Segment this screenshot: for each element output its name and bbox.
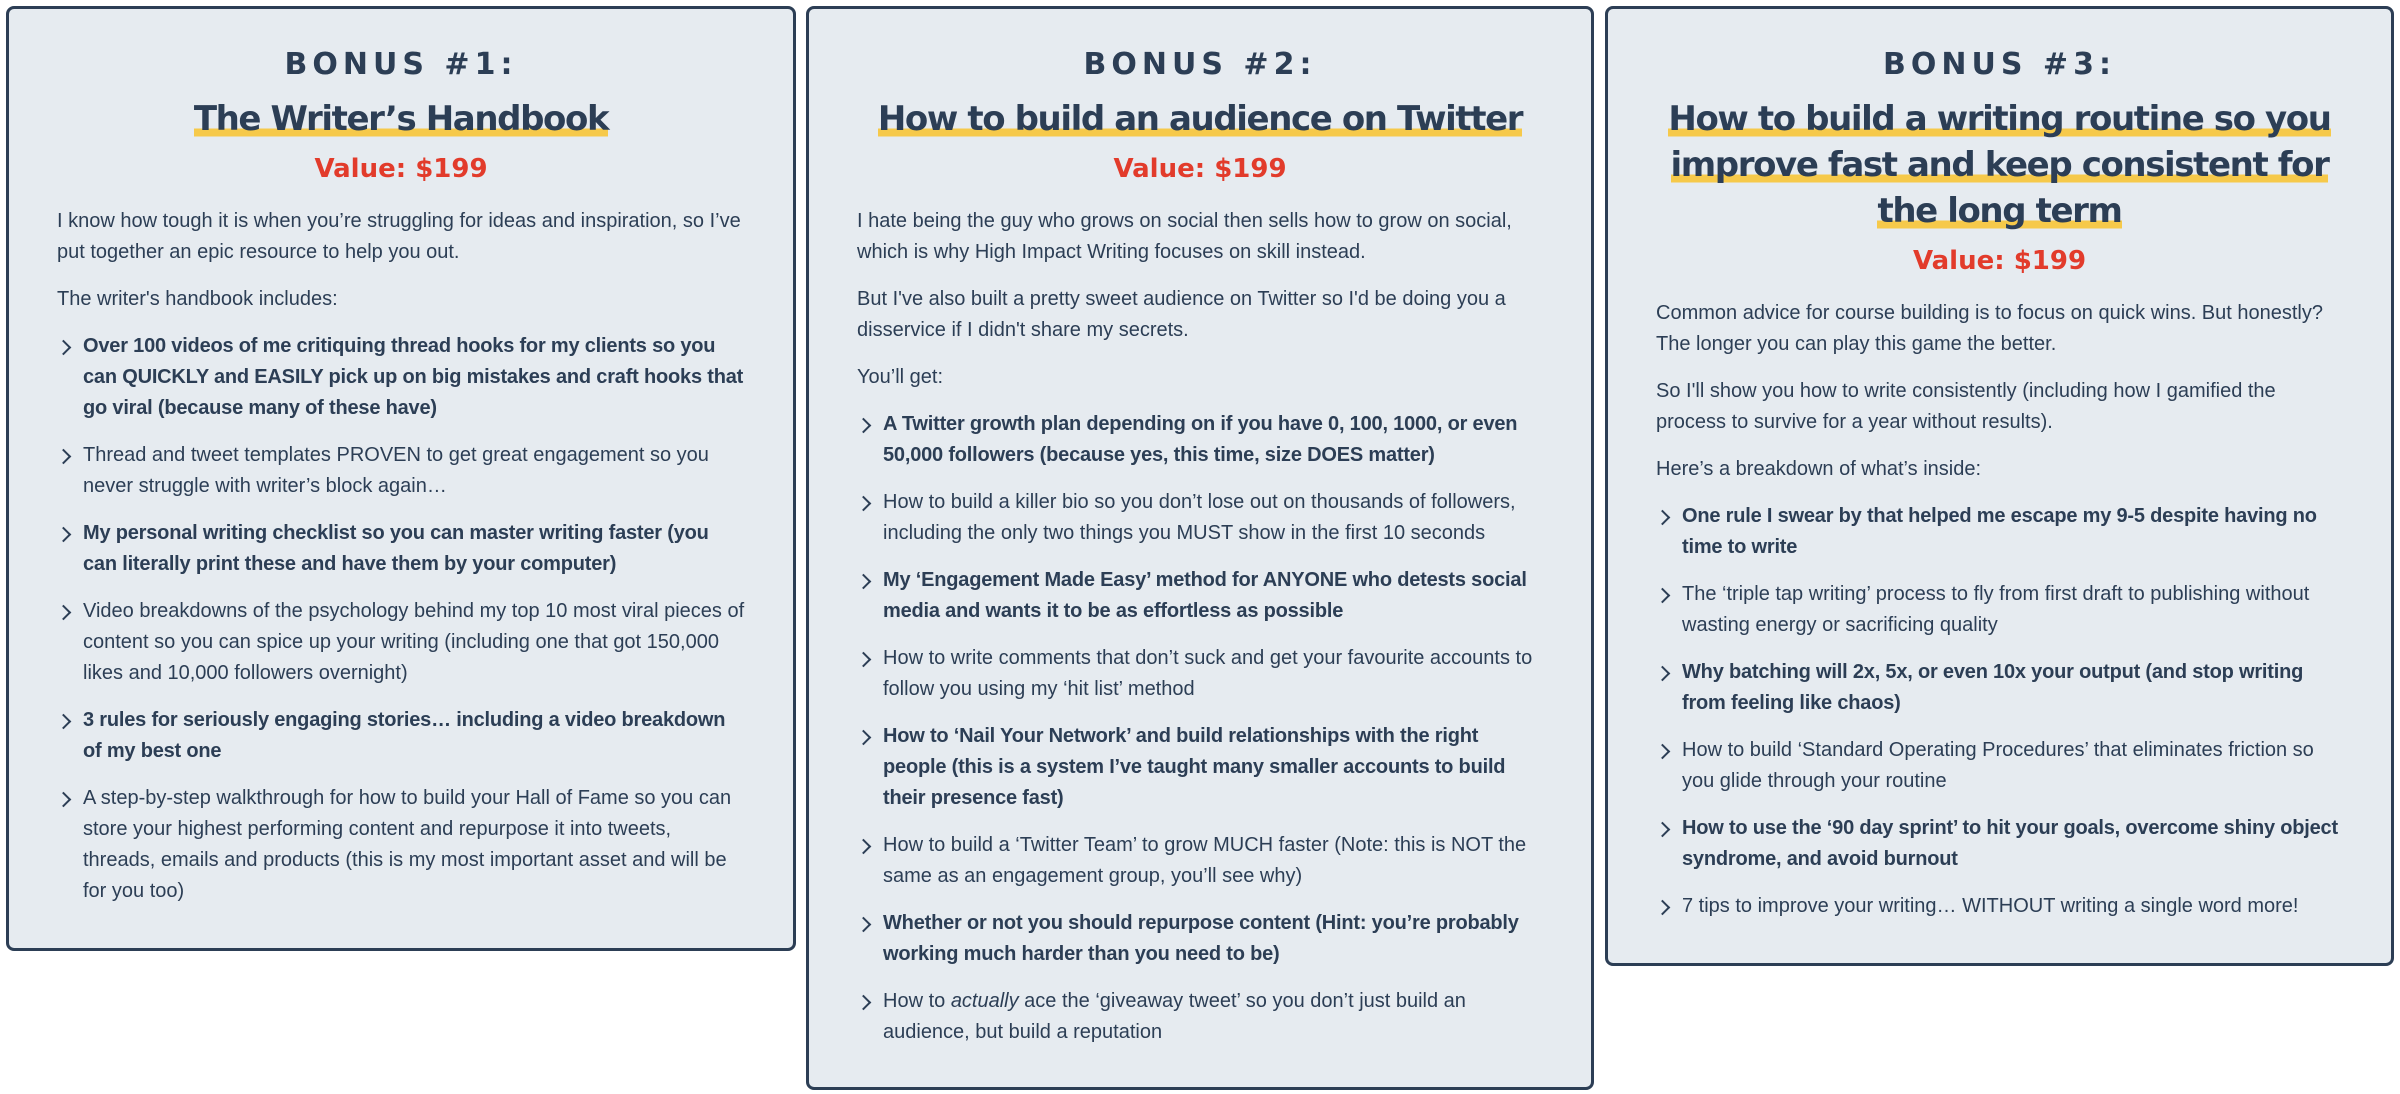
bonus-item [1656, 579, 2343, 641]
bonus-item [857, 908, 1543, 970]
bonus-item [57, 783, 745, 907]
chevron-right-icon [856, 574, 872, 590]
bonus-item [857, 721, 1543, 814]
chevron-right-icon [856, 917, 872, 933]
bonus-card-1 [6, 6, 796, 951]
bonus-item [1656, 735, 2343, 797]
bonus-title: How to build a writing routine so you improve fast and keep consistent for the long term [1668, 99, 2331, 231]
description-paragraph: Common advice for course building is to focus on quick wins. But honestly? The longer you can play this game the better. [1656, 302, 2324, 355]
chevron-right-icon [1655, 588, 1671, 604]
bonus-title: How to build an audience on Twitter [877, 99, 1523, 139]
bonus-description [57, 206, 745, 315]
bonus-item [857, 487, 1543, 549]
bonus-item-text: How to ‘Nail Your Network’ and build relationships with the right people (this is a system I’ve taught many smaller accounts to build their presence fast) [883, 725, 1506, 809]
description-paragraph: The writer's handbook includes: [57, 288, 338, 310]
chevron-right-icon [856, 839, 872, 855]
bonus-item-text: A step-by-step walkthrough for how to build your Hall of Fame so you can store your highest performing content and repurpose it into tweets, threads, emails and products (this is my most important asset and will be for you too) [83, 787, 732, 902]
bonus-item [857, 565, 1543, 627]
bonus-item [857, 830, 1543, 892]
bonus-label: BONUS #3: [1883, 47, 2116, 82]
bonus-label: BONUS #1: [284, 47, 518, 82]
chevron-right-icon [1655, 666, 1671, 682]
bonus-item [1656, 891, 2343, 922]
chevron-right-icon [856, 418, 872, 434]
description-paragraph: I know how tough it is when you’re struggling for ideas and inspiration, so I’ve put together an epic resource to help you out. [57, 210, 741, 263]
bonus-item-list [857, 409, 1543, 1048]
bonus-item-text: Video breakdowns of the psychology behind my top 10 most viral pieces of content so you can spice up your writing (including one that got 150,000 likes and 10,000 followers overnight) [83, 600, 745, 684]
bonus-item-text: Over 100 videos of me critiquing thread hooks for my clients so you can QUICKLY and EASILY pick up on big mistakes and craft hooks that go viral (because many of these have) [83, 335, 744, 419]
bonus-item-list [1656, 501, 2343, 922]
chevron-right-icon [1655, 822, 1671, 838]
bonus-item [857, 409, 1543, 471]
bonus-item [57, 331, 745, 424]
chevron-right-icon [856, 995, 872, 1011]
description-paragraph: You’ll get: [857, 366, 943, 388]
bonus-value: Value: $199 [314, 154, 488, 184]
bonus-item [57, 705, 745, 767]
chevron-right-icon [856, 496, 872, 512]
bonus-item [57, 596, 745, 689]
chevron-right-icon [56, 605, 72, 621]
bonus-item [1656, 657, 2343, 719]
description-paragraph: So I'll show you how to write consistently (including how I gamified the process to survive for a year without results). [1656, 380, 2276, 433]
chevron-right-icon [56, 527, 72, 543]
bonus-item-text: How to write comments that don’t suck and get your favourite accounts to follow you using my ‘hit list’ method [883, 647, 1533, 700]
bonus-item-text: A Twitter growth plan depending on if you have 0, 100, 1000, or even 50,000 followers (because yes, this time, size DOES matter) [883, 413, 1518, 466]
bonus-value: Value: $199 [1113, 154, 1287, 184]
chevron-right-icon [1655, 900, 1671, 916]
bonus-item-text: How to actually ace the ‘giveaway tweet’ so you don’t just build an audience, but build a reputation [883, 990, 1466, 1043]
description-paragraph: I hate being the guy who grows on social then sells how to grow on social, which is why High Impact Writing focuses on skill instead. [857, 210, 1512, 263]
bonus-item [857, 643, 1543, 705]
bonus-item-text: Why batching will 2x, 5x, or even 10x your output (and stop writing from feeling like chaos) [1682, 661, 2304, 714]
bonus-item-text: How to build ‘Standard Operating Procedures’ that eliminates friction so you glide through your routine [1682, 739, 2314, 792]
bonus-item-text: Thread and tweet templates PROVEN to get great engagement so you never struggle with writer’s block again… [83, 444, 709, 497]
bonus-item [857, 986, 1543, 1048]
chevron-right-icon [1655, 510, 1671, 526]
bonus-item-text: 3 rules for seriously engaging stories… including a video breakdown of my best one [83, 709, 726, 762]
bonus-label: BONUS #2: [1083, 47, 1317, 82]
bonus-item-list [57, 331, 745, 907]
chevron-right-icon [56, 449, 72, 465]
bonus-item-text: The ‘triple tap writing’ process to fly from first draft to publishing without wasting energy or sacrificing quality [1682, 583, 2310, 636]
bonus-item-text: How to build a killer bio so you don’t lose out on thousands of followers, including the only two things you MUST show in the first 10 seconds [883, 491, 1516, 544]
bonus-item-text: How to use the ‘90 day sprint’ to hit your goals, overcome shiny object syndrome, and avoid burnout [1682, 817, 2338, 870]
bonus-item [1656, 813, 2343, 875]
chevron-right-icon [1655, 744, 1671, 760]
bonus-item [57, 518, 745, 580]
chevron-right-icon [856, 730, 872, 746]
bonus-card-2 [806, 6, 1594, 1090]
bonus-item-text: One rule I swear by that helped me escape my 9-5 despite having no time to write [1682, 505, 2317, 558]
chevron-right-icon [56, 340, 72, 356]
bonus-item-text: My personal writing checklist so you can master writing faster (you can literally print these and have them by your computer) [83, 522, 709, 575]
chevron-right-icon [56, 792, 72, 808]
description-paragraph: Here’s a breakdown of what’s inside: [1656, 458, 1981, 480]
bonus-item-text: My ‘Engagement Made Easy’ method for ANYONE who detests social media and wants it to be as effortless as possible [883, 569, 1527, 622]
bonus-item [57, 440, 745, 502]
bonus-item-text: How to build a ‘Twitter Team’ to grow MUCH faster (Note: this is NOT the same as an engagement group, you’ll see why) [883, 834, 1527, 887]
bonus-item [1656, 501, 2343, 563]
bonus-card-3 [1605, 6, 2394, 966]
bonus-item-text: Whether or not you should repurpose content (Hint: you’re probably working much harder than you need to be) [883, 912, 1519, 965]
bonus-description [857, 206, 1543, 393]
chevron-right-icon [56, 714, 72, 730]
bonus-value: Value: $199 [1912, 246, 2087, 276]
bonus-description [1656, 298, 2343, 485]
chevron-right-icon [856, 652, 872, 668]
description-paragraph: But I've also built a pretty sweet audience on Twitter so I'd be doing you a disservice if I didn't share my secrets. [857, 288, 1506, 341]
bonus-item-text: 7 tips to improve your writing… WITHOUT writing a single word more! [1682, 895, 2299, 917]
bonus-title: The Writer’s Handbook [193, 99, 609, 139]
